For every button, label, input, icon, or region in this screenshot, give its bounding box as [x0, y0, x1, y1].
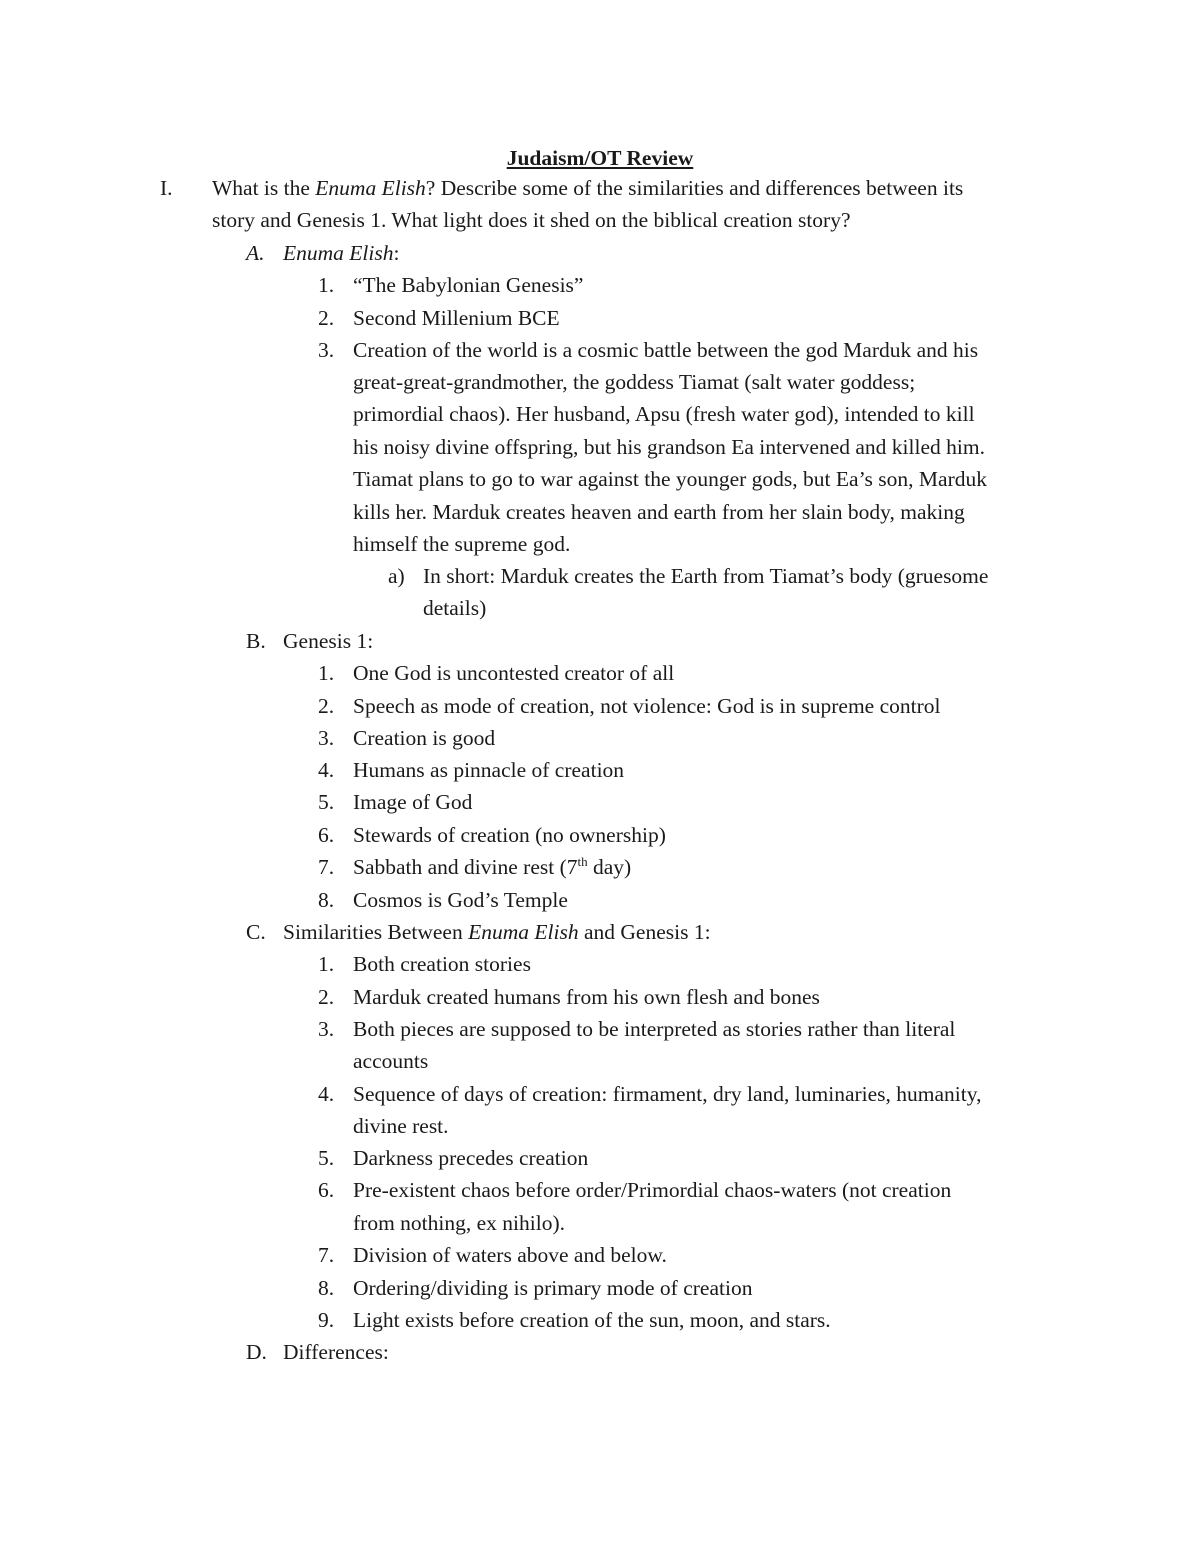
list-item: Creation of the world is a cosmic battle between the god Marduk and his [353, 338, 979, 362]
list-number: 2. [318, 985, 335, 1009]
list-item: Marduk created humans from his own flesh and bones [353, 985, 820, 1009]
list-number: 5. [318, 790, 335, 814]
list-item-continuation: primordial chaos). Her husband, Apsu (fresh water god), intended to kill [353, 402, 975, 426]
subsection-marker: B. [246, 629, 266, 653]
list-number: 3. [318, 1017, 335, 1041]
subsection-heading: Genesis 1: [283, 629, 374, 653]
list-number: 1. [318, 952, 335, 976]
list-item: Image of God [353, 790, 473, 814]
superscript-ordinal: th [577, 854, 588, 869]
list-item-continuation: from nothing, ex nihilo). [353, 1211, 565, 1235]
list-number: 3. [318, 726, 335, 750]
section-question-line [212, 172, 963, 204]
list-item-continuation: his noisy divine offspring, but his grandson Ea intervened and killed him. [353, 435, 985, 459]
list-number: 7. [318, 1243, 335, 1267]
subsection-heading: Differences: [283, 1340, 389, 1364]
list-item: Pre-existent chaos before order/Primordial chaos-waters (not creation [353, 1178, 952, 1202]
list-item: Both pieces are supposed to be interpreted as stories rather than literal [353, 1017, 956, 1041]
list-item: Light exists before creation of the sun, moon, and stars. [353, 1308, 831, 1332]
question-text: ? Describe some of the similarities and differences between its [425, 176, 964, 200]
list-item: Division of waters above and below. [353, 1243, 667, 1267]
list-number: 2. [318, 694, 335, 718]
list-number: 5. [318, 1146, 335, 1170]
list-item: Darkness precedes creation [353, 1146, 589, 1170]
list-item-continuation: himself the supreme god. [353, 532, 571, 556]
list-number: 9. [318, 1308, 335, 1332]
sub-list-marker: a) [388, 564, 405, 588]
sub-list-item-continuation: details) [423, 596, 487, 620]
list-item: Speech as mode of creation, not violence: God is in supreme control [353, 694, 941, 718]
list-item: Second Millenium BCE [353, 306, 560, 330]
list-item: Cosmos is God’s Temple [353, 888, 568, 912]
list-number: 2. [318, 306, 335, 330]
section-marker: I. [160, 176, 173, 200]
list-number: 8. [318, 888, 335, 912]
list-number: 4. [318, 1082, 335, 1106]
section-question-line: story and Genesis 1. What light does it shed on the biblical creation story? [212, 208, 851, 232]
list-item-continuation: Tiamat plans to go to war against the younger gods, but Ea’s son, Marduk [353, 467, 987, 491]
list-item-continuation: kills her. Marduk creates heaven and earth from her slain body, making [353, 500, 965, 524]
subsection-marker: A. [246, 241, 265, 265]
list-number: 8. [318, 1276, 335, 1300]
list-number: 7. [318, 855, 335, 879]
list-item-continuation: accounts [353, 1049, 429, 1073]
subsection-heading: Similarities Between Enuma Elish and Genesis 1: [283, 920, 711, 944]
list-number: 6. [318, 1178, 335, 1202]
list-item-continuation: great-great-grandmother, the goddess Tiamat (salt water goddess; [353, 370, 916, 394]
list-number: 1. [318, 661, 335, 685]
list-number: 3. [318, 338, 335, 362]
page-title: Judaism/OT Review [506, 146, 694, 170]
list-item: “The Babylonian Genesis” [353, 273, 584, 297]
subsection-heading: Enuma Elish: [283, 241, 400, 265]
list-item: Sequence of days of creation: firmament, dry land, luminaries, humanity, [353, 1082, 982, 1106]
list-item: Humans as pinnacle of creation [353, 758, 625, 782]
subsection-marker: D. [246, 1340, 267, 1364]
list-number: 1. [318, 273, 335, 297]
list-number: 6. [318, 823, 335, 847]
question-italic-title: Enuma Elish [315, 176, 426, 200]
list-item: Ordering/dividing is primary mode of creation [353, 1276, 753, 1300]
list-item: One God is uncontested creator of all [353, 661, 675, 685]
sub-list-item: In short: Marduk creates the Earth from Tiamat’s body (gruesome [423, 564, 989, 588]
list-item: Both creation stories [353, 952, 531, 976]
subsection-marker: C. [246, 920, 266, 944]
list-number: 4. [318, 758, 335, 782]
list-item: Creation is good [353, 726, 496, 750]
list-item: Stewards of creation (no ownership) [353, 823, 666, 847]
list-item-continuation: divine rest. [353, 1114, 449, 1138]
question-text: What is the [212, 176, 316, 200]
list-item: Sabbath and divine rest (7th day) [353, 854, 632, 879]
